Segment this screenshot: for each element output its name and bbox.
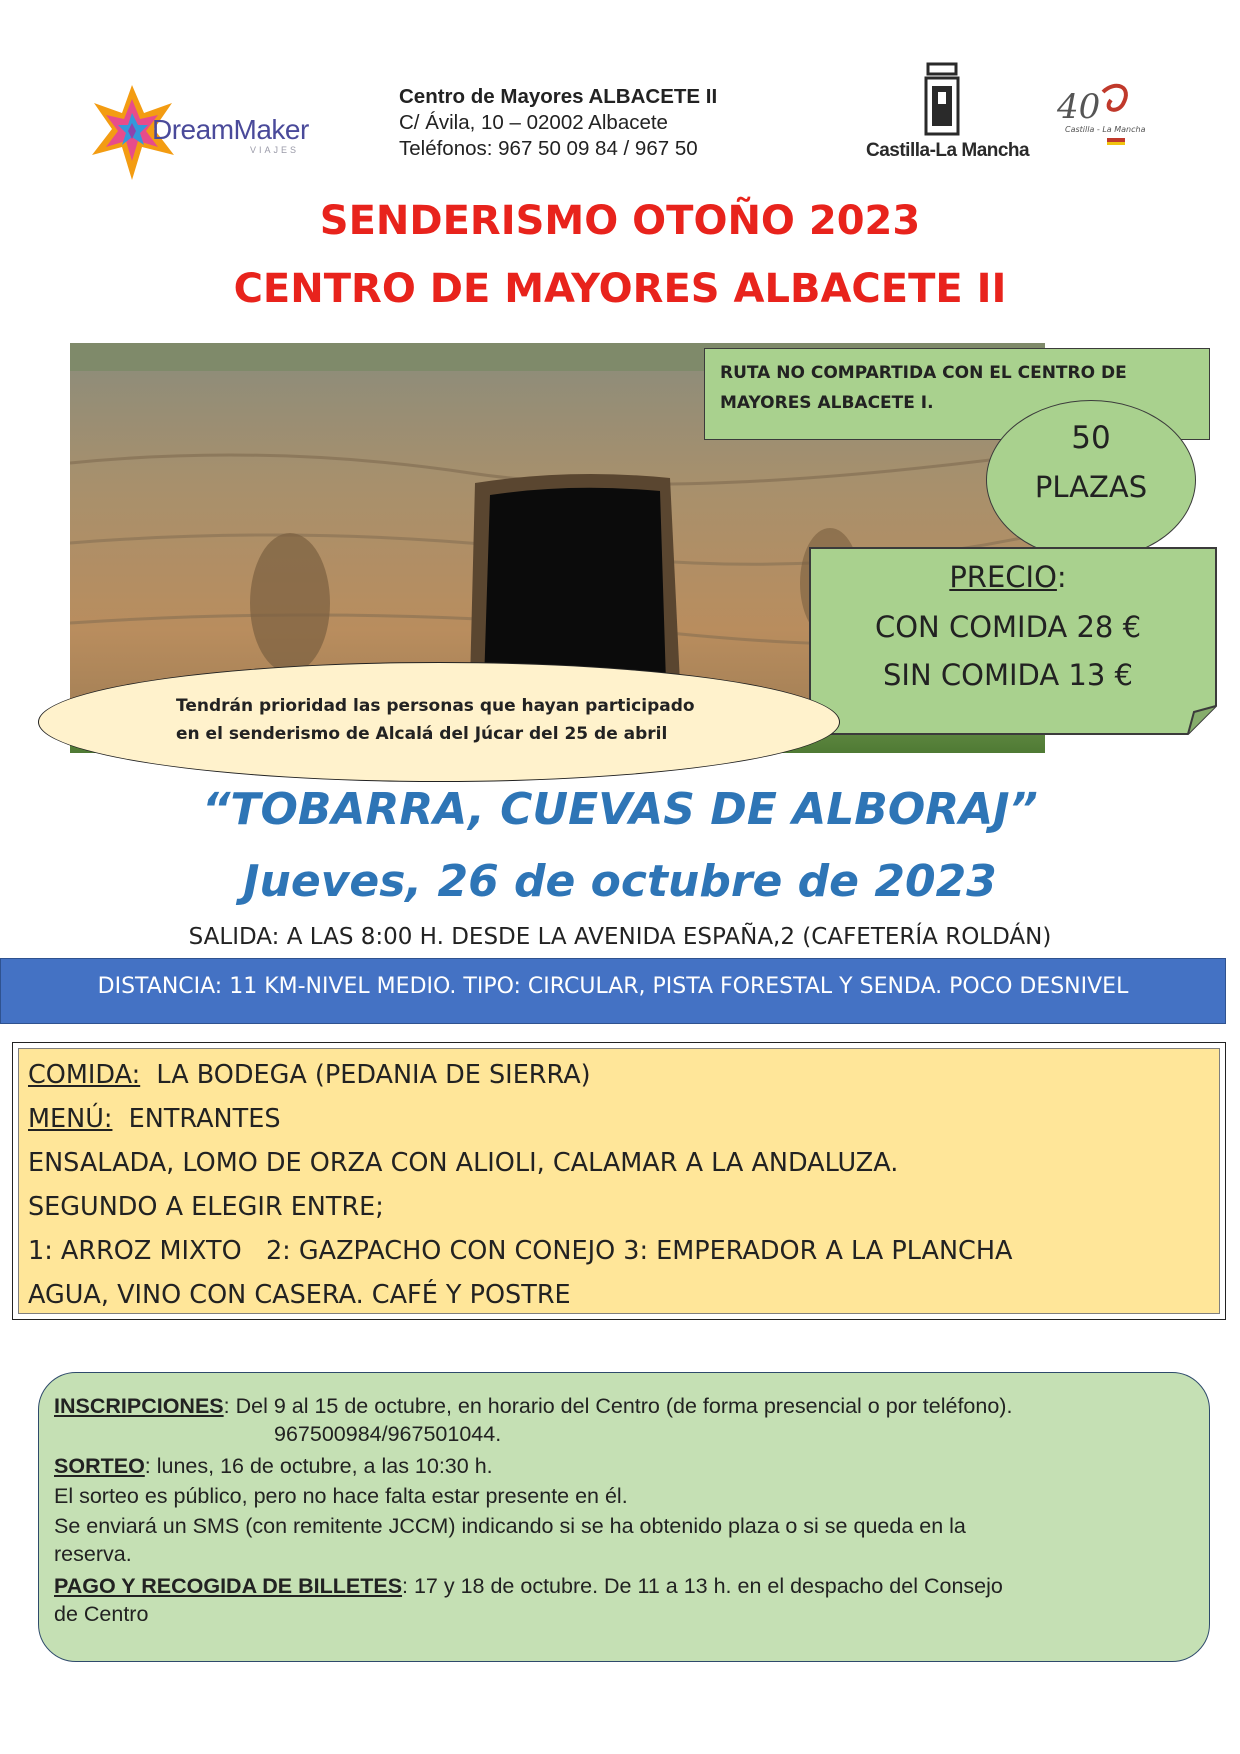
center-address: C/ Ávila, 10 – 02002 Albacete <box>399 111 668 134</box>
payment-line: PAGO Y RECOGIDA DE BILLETES: 17 y 18 de octubre. De 11 a 13 h. en el despacho del Consejo <box>54 1574 1003 1598</box>
sorteo-line: SORTEO: lunes, 16 de octubre, a las 10:30 h. <box>54 1454 493 1478</box>
drinks-line: AGUA, VINO CON CASERA. CAFÉ Y POSTRE <box>28 1280 571 1310</box>
plazas-label: PLAZAS <box>1034 470 1148 504</box>
payment-line-cont: de Centro <box>54 1602 149 1626</box>
anniversary-40-logo <box>1055 78 1145 148</box>
price-without-meal: SIN COMIDA 13 € <box>883 658 1133 692</box>
public-note: El sorteo es público, pero no hace falta estar presente en él. <box>54 1484 628 1508</box>
svg-text:40: 40 <box>1057 87 1101 127</box>
inscriptions-phones: 967500984/967501044. <box>274 1422 502 1446</box>
comida-line: COMIDA: LA BODEGA (PEDANIA DE SIERRA) <box>28 1060 591 1090</box>
center-name: Centro de Mayores ALBACETE II <box>399 85 718 108</box>
sms-note: Se enviará un SMS (con remitente JCCM) indicando si se ha obtenido plaza o si se queda en la <box>54 1514 966 1538</box>
route-name: “TOBARRA, CUEVAS DE ALBORAJ” <box>202 784 1038 835</box>
plazas-number: 50 <box>1071 420 1111 456</box>
note-text: RUTA NO COMPARTIDA CON EL CENTRO DE MAYORES ALBACETE I. <box>720 363 1127 413</box>
svg-text:Castilla - La Mancha: Castilla - La Mancha <box>1065 125 1145 134</box>
route-date: Jueves, 26 de octubre de 2023 <box>243 856 997 907</box>
departure-info: SALIDA: A LAS 8:00 H. DESDE LA AVENIDA ESPAÑA,2 (CAFETERÍA ROLDÁN) <box>188 924 1052 950</box>
distance-info: DISTANCIA: 11 KM-NIVEL MEDIO. TIPO: CIRCULAR, PISTA FORESTAL Y SENDA. POCO DESNIVEL <box>97 974 1129 999</box>
starters-line: ENSALADA, LOMO DE ORZA CON ALIOLI, CALAMAR A LA ANDALUZA. <box>28 1148 899 1178</box>
brand-name: DreamMaker <box>152 114 309 145</box>
brand-subtitle: VIAJES <box>250 145 300 155</box>
center-phones: Teléfonos: 967 50 09 84 / 967 50 <box>399 137 698 160</box>
priority-note: Tendrán prioridad las personas que hayan participado en el senderismo de Alcalá del Júcar del 25 de abril <box>176 696 695 744</box>
price-label: PRECIO: <box>949 560 1067 594</box>
sms-note-cont: reserva. <box>54 1542 132 1566</box>
page-subtitle: CENTRO DE MAYORES ALBACETE II <box>233 266 1007 312</box>
price-with-meal: CON COMIDA 28 € <box>874 610 1142 644</box>
second-options-line: 1: ARROZ MIXTO 2: GAZPACHO CON CONEJO 3: EMPERADOR A LA PLANCHA <box>28 1236 1013 1266</box>
center-info <box>399 84 717 162</box>
inscriptions-line: INSCRIPCIONES: Del 9 al 15 de octubre, en horario del Centro (de forma presencial o por teléfono). <box>54 1394 1013 1418</box>
page-title: SENDERISMO OTOÑO 2023 <box>319 198 921 244</box>
menu-line: MENÚ: ENTRANTES <box>28 1104 281 1134</box>
region-logo-text: Castilla-La Mancha <box>866 140 1030 161</box>
second-intro-line: SEGUNDO A ELEGIR ENTRE; <box>28 1192 384 1222</box>
